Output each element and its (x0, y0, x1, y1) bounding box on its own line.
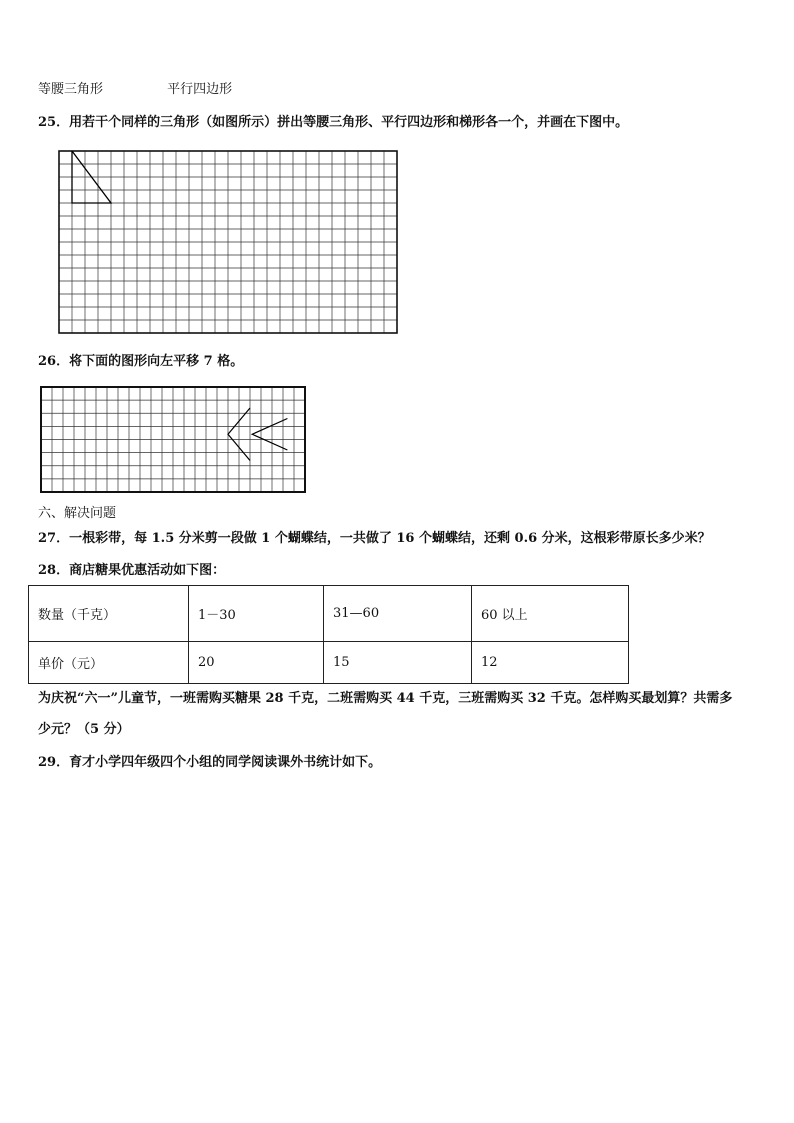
table-cell: 15 (324, 642, 472, 684)
table-cell: 31—60 (324, 586, 472, 642)
question-26: 26．将下面的图形向左平移 7 格。 (38, 354, 244, 369)
table-cell: 60 以上 (472, 586, 629, 642)
question-29: 29．育才小学四年级四个小组的同学阅读课外书统计如下。 (38, 755, 382, 770)
label-parallelogram: 平行四边形 (167, 82, 233, 97)
label-isosceles-triangle: 等腰三角形 (38, 82, 104, 97)
grid-25 (56, 148, 400, 336)
table-cell: 1－30 (189, 586, 324, 642)
price-table (28, 585, 629, 684)
question-28-line2: 少元？（5 分） (38, 722, 130, 737)
figure-inner-chevron (252, 419, 287, 451)
question-27: 27．一根彩带，每 1.5 分米剪一段做 1 个蝴蝶结，一共做了 16 个蝴蝶结，还剩 0.6 分米，这根彩带原长多少米？ (38, 531, 711, 546)
top-labels-row (38, 81, 232, 99)
question-28-intro: 28．商店糖果优惠活动如下图： (38, 563, 226, 578)
question-25: 25．用若干个同样的三角形（如图所示）拼出等腰三角形、平行四边形和梯形各一个，并画在下图中。 (38, 115, 629, 130)
table-cell: 20 (189, 642, 324, 684)
question-28-line1: 为庆祝“六一”儿童节，一班需购买糖果 28 千克，二班需购买 44 千克，三班需购买 32 千克。怎样购买最划算？共需多 (38, 691, 733, 706)
table-row (29, 642, 629, 684)
table-cell: 12 (472, 642, 629, 684)
grid-26 (38, 384, 308, 494)
section-title: 六、解决问题 (38, 506, 117, 521)
table-cell: 单价（元） (29, 642, 189, 684)
table-cell: 数量（千克） (29, 586, 189, 642)
table-row (29, 586, 629, 642)
